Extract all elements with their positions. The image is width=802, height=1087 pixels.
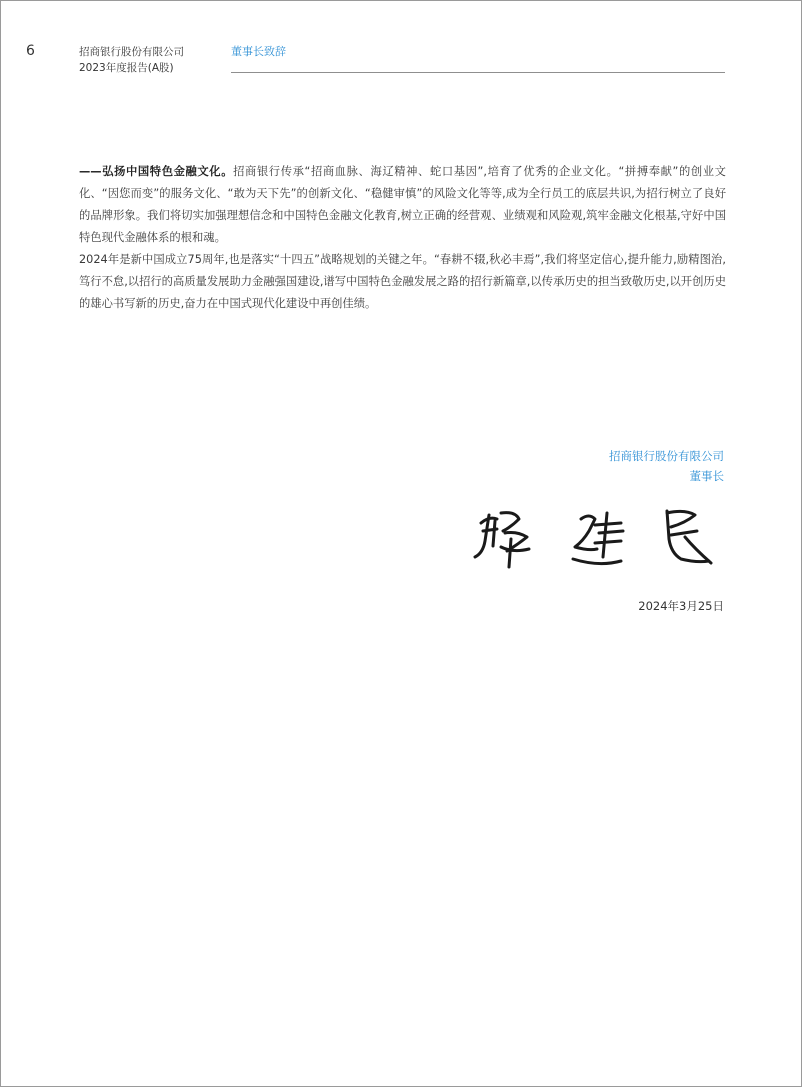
header-divider: [231, 72, 725, 73]
paragraph-text: 招商银行传承“招商血脉、海辽精神、蛇口基因”,培育了优秀的企业文化。“拼搏奉献”的创业文化、“因您而变”的服务文化、“敢为天下先”的创新文化、“稳健审慎”的风险文化等等,成为全行员工的底层共识,为招行树立了良好的品牌形象。我们将切实加强理想信念和中国特色金融文化教育,树立正确的经营观、业绩观和风险观,筑牢金融文化根基,守好中国特色现代金融体系的根和魂。: [79, 165, 726, 244]
signoff-date: 2024年3月25日: [638, 599, 724, 613]
report-name: 2023年度报告(A股): [79, 62, 174, 74]
paragraph-culture: [79, 161, 726, 249]
company-name: 招商银行股份有限公司: [79, 46, 184, 58]
signoff-title: 董事长: [689, 469, 724, 483]
letter-body: [79, 161, 726, 315]
page-number: 6: [26, 43, 35, 59]
handwritten-signature: [471, 501, 721, 576]
signoff-company: 招商银行股份有限公司: [609, 449, 724, 463]
section-title: 董事长致辞: [231, 45, 286, 58]
paragraph-outlook: 2024年是新中国成立75周年,也是落实“十四五”战略规划的关键之年。“春耕不辍,秋必丰焉”,我们将坚定信心,提升能力,励精图治,笃行不怠,以招行的高质量发展助力金融强国建设,谱写中国特色金融发展之路的招行新篇章,以传承历史的担当致敬历史,以开创历史的雄心书写新的历史,奋力在中国式现代化建设中再创佳绩。: [79, 253, 726, 310]
report-header: [79, 44, 184, 76]
paragraph-lead: ——弘扬中国特色金融文化。: [79, 165, 234, 178]
